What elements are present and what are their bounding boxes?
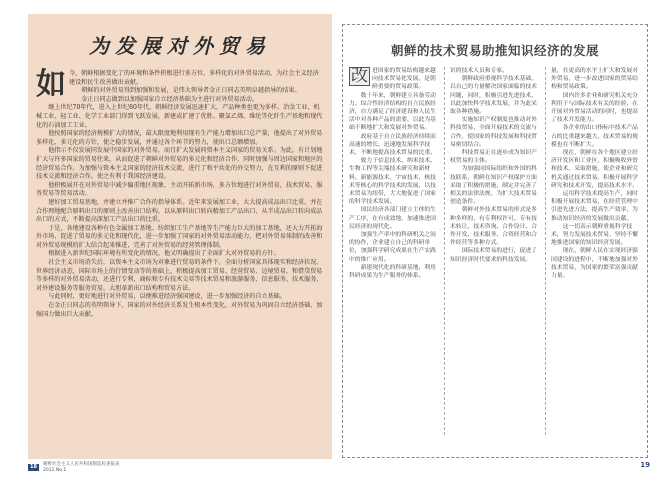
right-paragraph: 国际技术贸易的进行，促进了知识经济时代要求的科技发展。 [450,248,537,263]
left-paragraph: 金正日同志做到以加强国家自立经济基础为主进行对外贸易活动。 [81,95,258,103]
left-paragraph: 如今，朝鲜根据变化了的环境和条件积极进行多方位、多样化的对外贸易活动，为社会主义经济建设和民生改善做出贡献。 [36,67,319,102]
footer-left-issue: 2012.No.1 [42,467,67,473]
left-drop-cap: 如 [36,67,66,102]
right-paragraph: 朝鲜对外技术贸易的形式是多种多样的，有专利权许可、专有技术转让、技术咨询、合作设计、合作开发、技术服务、合资经营和合作经营等多种方式。 [450,207,537,247]
left-title-wrap [36,24,324,64]
right-paragraph: 致力于信息技术、纳米技术、生物工程等尖端技术研究和新材料、新能源技术，宇宙技术，核技术等核心的科学技术的发展，以技术贸易为纽带，大大地促进了国家的科学技术发展。 [349,158,436,206]
left-article [28,14,332,459]
right-page-number: 19 [640,461,650,469]
right-paragraph: 实施知识产权制度也推动对外科技贸易，全面开展技术的交流与合作，使国家的科技发展和科技贸易密切结合。 [450,117,537,148]
right-column-2 [450,67,540,435]
right-columns [349,67,641,435]
right-paragraph: 现在，朝鲜在各个地区建立经济开发区和工业区，积极吸收外资和技术，采取措施，使企业和研究机关通过技术贸易，积极开展科学研究和技术开发，提高技术水平。 [551,150,638,189]
right-article-title: 朝鲜的技术贸易助推知识经济的发展 [390,43,599,58]
right-paragraph: 识的技术人员和专家。 [450,68,508,74]
right-paragraph: 数十年来，朝鲜建立具备劳动力、综合性经济结构的自立民族经济，自力满足了经济建设和人民生活中对各种产品的需要，以此为基础不断地扩大和发展对外贸易。 [349,92,436,132]
left-page-number: 18 [30,463,37,470]
right-paragraph: 科技贸易正在逐步成为知识产权贸易的主体。 [450,150,537,165]
left-paragraph: 社会主义市场消失后，以资本主义市场为对象进行贸易的条件下，全面分析国家具体现实和经济状况、世界经济动态，国际市场上的行情变动等的基础上，积极提高加工贸易、经营贸易、边境贸易，和借贷贸易等多样的对外贸易活动，还进行专利、商标和专有技术交易等技术贸易和旅游服务、信息服务、技术服务、对外建设服务等服务贸易，大胆革新出口结构和贸易方法。 [36,259,323,292]
left-paragraph: 朝鲜的对外贸易得到加强和发展，是伟大领导者金正日同志英明卓越指导的结果。 [81,87,301,95]
right-paragraph: 朝鲜政府重视科学技术基础，以自己的力量解决国家面临的技术问题，同时，积极引进先进技术，以此加快科学技术发展，并为此采取各种措施。 [450,76,537,116]
left-paragraph: 建好加工贸易基地，并建立并推广合作的指导体系。近年来发展加工业，大大提高成品出口比重，并在合作理地配合原料出口的原则上改善出口结构，以从原料出口转向精加工产品出口，从半成品出口转向成品出口的方式，不断提高深加工产品出口的比重。 [36,198,323,224]
left-paragraph: 于是，各地建设各种有色金属加工基地、纺织加工生产基地等生产能力巨大的加工基地，还大力开拓海外市场，促进了贸易的多元化和现代化，进一步加强了国家的对外贸易活动能力，把对外贸易体制的改善和对外贸易规模的扩大结合起来推进，完善了对外贸易的经营管理体制。 [36,224,323,249]
left-paragraph: 继上世纪70年代，进入上世纪80年代，朝鲜经济发展迅速扩大，产品种类也更为多样。冶金工业、机械工业、轻工业、化学工业部门得到飞跃发展，新建或扩建了优胜、聚氯乙烯、维纶等化纤生产基地和现代化的石油加工工业。 [36,104,323,129]
right-paragraph: 现在，朝鲜人民在实现经济强国建设的进程中，不断地加强对外技术贸易，为国家的繁荣富强贡献力量。 [551,248,638,280]
right-paragraph: 改 进国家的贸易结构越来越向技术贸易化发展，是朝鲜重要的贸易政策。 [351,67,436,91]
right-paragraph: 这一切表示朝鲜重视科学技术，努力发展技术贸易，坚持不懈地推进国家的知识经济发展。 [551,223,638,247]
right-paragraph: 新建现代化的科研基地，利用科研成果为生产服务的体系。 [349,264,436,280]
right-column-3 [551,67,641,435]
left-paragraph: 他按照国家的经济规模扩大的情况，最大限度地利用现有生产能力增加出口总产量，他提出了对外贸易多样化、多元化的方针，使之稳步发展，并通过各个环节的努力，使出口总额增加。 [36,130,323,146]
column-divider [545,67,546,435]
right-paragraph: 为加强同国际组织和外国的科技联系，朝鲜在知识产权保护方面采取了积极的措施，制定并完善了相关的法律法规，为扩大技术贸易创造条件。 [450,166,537,206]
left-paragraph: 他指示不仅发展同发展中国家的对外贸易，而且扩大发展同资本主义国家的贸易关系。为此，有计划地扩大与许多国家的贸易往来，从而促进了朝鲜对外贸易的多元化和经济合作，同时加强与周边国家和地区的经济贸易合作。为加强与资本主义国家的经济技术交流，进行了和平共处的外交努力，在互利的原则下促进技术交流和经济合作，使之有利于我国经济建设。 [36,147,323,181]
right-paragraph: 各企业的出口指标中技术产品占的比重越来越大，技术贸易的规模也在不断扩大。 [551,125,638,148]
right-paragraph: 国内许多企业和研究机关充分利用于与国际技术有关的经验，在开展对外贸易活动的同时，也提高了技术开发能力。 [551,92,638,124]
right-article [342,24,648,458]
right-paragraph: 加强生产率中的科研机关之间的协作，企业建立自己的科研单位，加强科学研究成果在生产实践中的推广应用。 [349,232,436,263]
left-paragraph: 根据进入新世纪国际环境有所变化的情况，他又明确提出了全面扩大对外贸易的方针。 [48,250,280,258]
right-column-1 [349,67,439,435]
left-paragraph: 与此同时，更好地进行对外贸易，以便推进经济强国建设，进一步加强经济的自立基础。 [48,293,286,301]
right-paragraph: 运用科学技术提高生产，同时积极开展技术贸易，在经营管理中引进先进方法，提高生产效率，为推动知识经济的发展做出贡献。 [551,191,638,222]
right-paragraph: 国民经济各部门建立主体的生产工序，在有成效地、加速推进国民经济的现代化。 [349,207,436,230]
footer-left-text: 朝鲜社会主义人民共和国制造检查报表 [42,462,120,467]
left-article-body [36,67,324,319]
footer-left [28,462,119,473]
right-drop-cap: 改 [351,67,368,86]
right-paragraph: 量，在更高的水平上扩大和发展对外贸易，进一步改进国家的贸易结构和贸易政策。 [551,68,638,91]
left-article-title: 为发展对外贸易 [89,34,271,58]
column-divider [444,67,445,435]
footer-left-text-block [43,462,120,473]
right-paragraph: 政府基于自立民族经济持续而高速的增长，迅速地发展科学技术，不断地提高技术贸易的比重。 [349,133,436,157]
left-paragraph: 在金正日同志的英明领导下，国家的对外经济关系发生根本性变化，对外贸易为巩固自立经济基础、加强国力做出巨大贡献。 [36,302,323,318]
left-paragraph: 他积极展开在对外贸易中减少偏重地区现象，主动开拓新市场，多方位地进行对外贸易，技术贸易、服务贸易等贸易活动。 [36,181,323,198]
